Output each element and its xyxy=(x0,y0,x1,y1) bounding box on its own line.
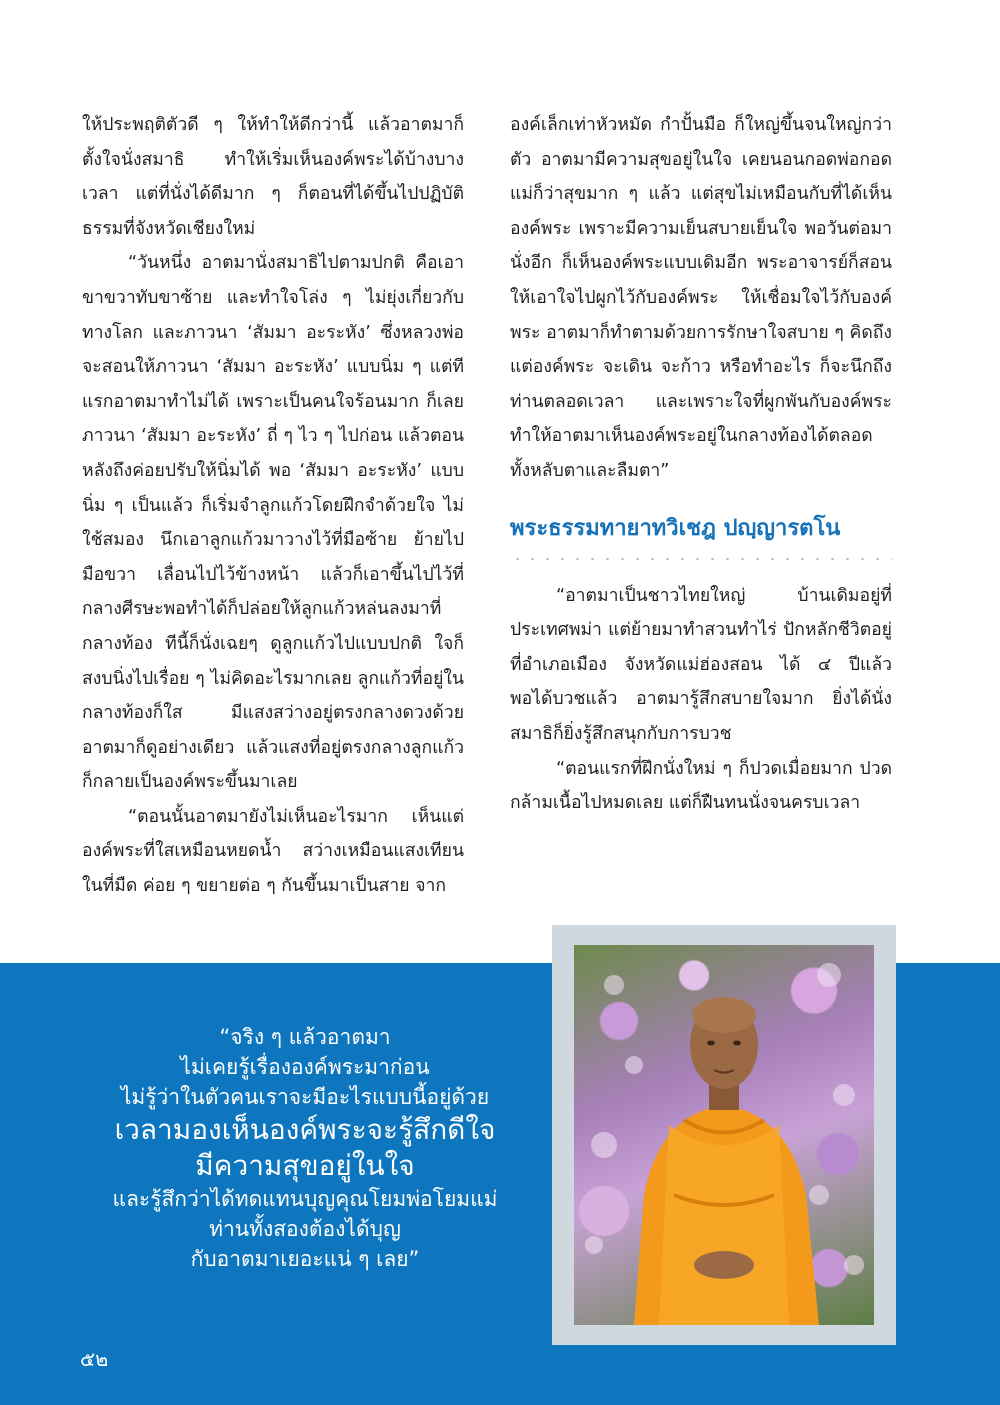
monk-illustration xyxy=(574,945,874,1325)
body-paragraph: “ตอนแรกที่ฝึกนั่งใหม่ ๆ ก็ปวดเมื่อยมาก ปวดกล้ามเนื้อไปหมดเลย แต่ก็ฝืนทนนั่งจนครบเวลา xyxy=(510,758,892,814)
pull-quote-line-emphasis: มีความสุขอยู่ในใจ xyxy=(195,1149,415,1182)
photo-frame xyxy=(552,925,896,1345)
body-paragraph: “อาตมาเป็นชาวไทยใหญ่ บ้านเดิมอยู่ที่ประเทศพม่า แต่ย้ายมาทำสวนทำไร่ ปักหลักชีวิตอยู่ที่อำเภอเมือง จังหวัดแม่ฮ่องสอน ได้ ๔ ปีแล้ว พอได้บวชแล้ว อาตมารู้สึกสบายใจมาก ยิ่งได้นั่งสมาธิก็ยิ่งรู้สึกสนุกกับการบวช xyxy=(510,585,892,744)
pull-quote-line: ไม่เคยรู้เรื่ององค์พระมาก่อน xyxy=(180,1055,430,1079)
body-paragraph: “วันหนึ่ง อาตมานั่งสมาธิไปตามปกติ คือเอาขาขวาทับขาซ้าย และทำใจโล่ง ๆ ไม่ยุ่งเกี่ยวกับทางโลก และภาวนา ‘สัมมา อะระหัง’ ซึ่งหลวงพ่อจะสอนให้ภาวนา ‘สัมมา อะระหัง’ แบบนิ่ม ๆ แต่ทีแรกอาตมาทำไม่ได้ เพราะเป็นคนใจร้อนมาก ก็เลยภาวนา ‘สัมมา อะระหัง’ ถี่ ๆ ไว ๆ ไปก่อน แล้วตอนหลังถึงค่อยปรับให้นิ่มได้ พอ ‘สัมมา อะระหัง’ แบบนิ่ม ๆ เป็นแล้ว ก็เริ่มจำลูกแก้วโดยฝึกจำด้วยใจ ไม่ใช้สมอง นึกเอาลูกแก้วมาวางไว้ที่มือซ้าย ย้ายไปมือขวา เลื่อนไปไว้ข้างหน้า แล้วก็เอาขึ้นไปไว้ที่กลางศีรษะพอทำได้ก็ปล่อยให้ลูกแก้วหล่นลงมาที่กลางท้อง ทีนี้ก็นั่งเฉยๆ ดูลูกแก้วไปแบบปกติ ใจก็สงบนิ่งไปเรื่อย ๆ ไม่คิดอะไรมากเลย ลูกแก้วที่อยู่ในกลางท้องก็ใส มีแสงสว่างอยู่ตรงกลางดวงด้วย อาตมาก็ดูอย่างเดียว แล้วแสงที่อยู่ตรงกลางลูกแก้ว ก็กลายเป็นองค์พระขึ้นมาเลย xyxy=(82,253,464,793)
left-column xyxy=(82,108,464,904)
right-column xyxy=(510,108,892,821)
monk-photo xyxy=(574,945,874,1325)
pull-quote xyxy=(60,1022,550,1274)
pull-quote-line: ไม่รู้ว่าในตัวคนเราจะมีอะไรแบบนี้อยู่ด้วย xyxy=(120,1085,490,1109)
dotted-divider xyxy=(510,557,892,561)
pull-quote-line: ท่านทั้งสองต้องได้บุญ xyxy=(209,1217,401,1241)
section-heading: พระธรรมทายาทวิเชฎ ปญฺญารตโน xyxy=(510,515,841,541)
pull-quote-line-emphasis: เวลามองเห็นองค์พระจะรู้สึกดีใจ xyxy=(114,1113,496,1146)
pull-quote-line: และรู้สึกว่าได้ทดแทนบุญคุณโยมพ่อโยมแม่ xyxy=(112,1187,498,1211)
pull-quote-line: “จริง ๆ แล้วอาตมา xyxy=(219,1025,391,1049)
body-paragraph: ให้ประพฤติตัวดี ๆ ให้ทำให้ดีกว่านี้ แล้วอาตมาก็ตั้งใจนั่งสมาธิ ทำให้เริ่มเห็นองค์พระได้บ้างบางเวลา แต่ที่นั่งได้ดีมาก ๆ ก็ตอนที่ได้ขึ้นไปปฏิบัติธรรมที่จังหวัดเชียงใหม่ xyxy=(82,115,464,239)
body-paragraph: “ตอนนั้นอาตมายังไม่เห็นอะไรมาก เห็นแต่องค์พระที่ใสเหมือนหยดน้ำ สว่างเหมือนแสงเทียนในที่มืด ค่อย ๆ ขยายต่อ ๆ กันขึ้นมาเป็นสาย จาก xyxy=(82,806,464,897)
pull-quote-line: กับอาตมาเยอะแน่ ๆ เลย” xyxy=(190,1247,420,1271)
body-paragraph: องค์เล็กเท่าหัวหมัด กำปั้นมือ ก็ใหญ่ขึ้นจนใหญ่กว่าตัว อาตมามีความสุขอยู่ในใจ เคยนอนกอดพ่อกอดแม่ก็ว่าสุขมาก ๆ แล้ว แต่สุขไม่เหมือนกับที่ได้เห็นองค์พระ เพราะมีความเย็นสบายเย็นใจ พอวันต่อมานั่งอีก ก็เห็นองค์พระแบบเดิมอีก พระอาจารย์ก็สอนให้เอาใจไปผูกไว้กับองค์พระ ให้เชื่อมใจไว้กับองค์พระ อาตมาก็ทำตามด้วยการรักษาใจสบาย ๆ คิดถึงแต่องค์พระ จะเดิน จะก้าว หรือทำอะไร ก็จะนึกถึงท่านตลอดเวลา และเพราะใจที่ผูกพันกับองค์พระ ทำให้อาตมาเห็นองค์พระอยู่ในกลางท้องได้ตลอดทั้งหลับตาและลืมตา” xyxy=(510,115,892,481)
page-number: ๕๒ xyxy=(80,1347,109,1371)
